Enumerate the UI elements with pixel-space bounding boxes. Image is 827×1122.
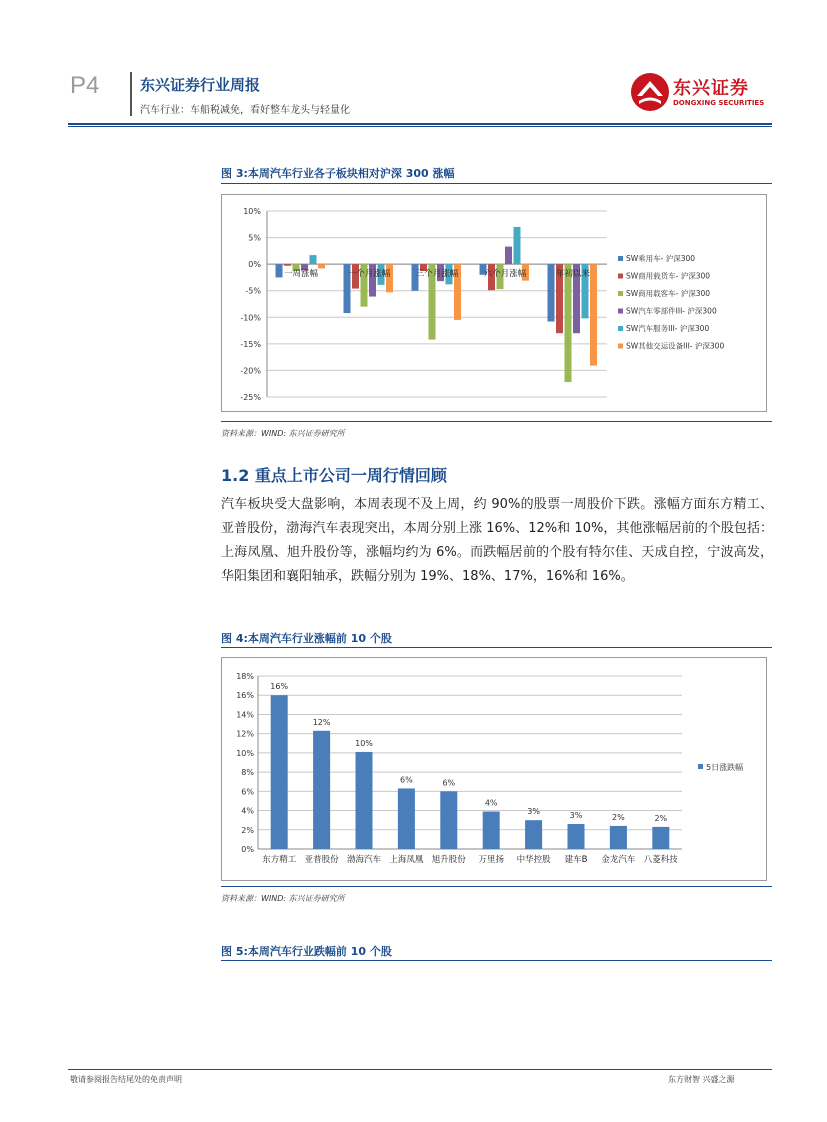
- report-subtitle: 汽车行业：车船税减免，看好整车龙头与轻量化: [140, 105, 350, 116]
- legend-label: SW商用载客车- 沪深300: [626, 289, 711, 298]
- bar: [310, 255, 317, 264]
- bar: [525, 820, 542, 849]
- figure3-svg: [222, 195, 766, 411]
- x-category-label: 亚普股份: [304, 855, 339, 865]
- figure3-rule: [221, 183, 772, 184]
- y-tick-label: -5%: [245, 286, 261, 296]
- legend-swatch: [618, 291, 623, 296]
- x-category-label: 金龙汽车: [601, 855, 636, 865]
- y-tick-label: 18%: [236, 672, 254, 681]
- x-category-label: 中华控股: [516, 855, 551, 865]
- bar: [548, 264, 555, 321]
- y-tick-label: 10%: [243, 207, 261, 216]
- header-rule-thin: [68, 126, 772, 127]
- legend-swatch: [618, 326, 623, 331]
- x-category-label: 三个月涨幅: [415, 269, 459, 280]
- bar: [318, 264, 325, 268]
- x-category-label: 一周涨幅: [283, 269, 319, 280]
- legend-swatch: [618, 344, 623, 349]
- header-divider: [130, 72, 132, 116]
- x-category-label: 旭升股份: [431, 855, 466, 865]
- logo-text-en: DONGXING SECURITIES: [673, 99, 765, 107]
- bar: [276, 264, 283, 277]
- bar: [440, 791, 457, 849]
- data-label: 10%: [355, 738, 373, 748]
- bar: [271, 695, 288, 849]
- figure4-svg: [222, 658, 766, 880]
- x-category-label: 六个月涨幅: [483, 269, 527, 280]
- figure3-chart: [221, 194, 767, 412]
- x-category-label: 上海凤凰: [389, 855, 424, 865]
- bar: [356, 752, 373, 849]
- data-label: 4%: [484, 798, 498, 808]
- legend-label: SW汽车服务III- 沪深300: [626, 324, 710, 333]
- figure5-rule: [221, 960, 772, 961]
- y-tick-label: -25%: [240, 393, 261, 402]
- section-paragraph: 汽车板块受大盘影响，本周表现不及上周，约 90%的股票一周股价下跌。涨幅方面东方精工、亚普股份，渤海汽车表现突出，本周分别上涨 16%、12%和 10%，其他涨幅居前的个股包括：上海凤凰、旭升股份等，涨幅均约为 6%。而跌幅居前的个股有特尔佳、天成自控，宁波高发，华阳集团和襄阳轴承，跌幅分别为 19%、18%、17%，16%和 16%。: [221, 497, 773, 584]
- x-category-label: 年初以来: [555, 269, 591, 280]
- figure4-title: 图 4:本周汽车行业涨幅前 10 个股: [221, 632, 392, 645]
- footer-slogan: 东方财智 兴盛之源: [668, 1075, 735, 1084]
- bar: [610, 826, 627, 849]
- page-number: P4: [70, 72, 100, 99]
- y-tick-label: -15%: [240, 339, 261, 349]
- x-category-label: 一个月涨幅: [347, 269, 391, 280]
- legend-swatch: [618, 256, 623, 261]
- logo-text-cn: 东兴证券: [673, 78, 749, 99]
- data-label: 12%: [312, 717, 331, 727]
- legend-label: SW其他交运设备III- 沪深300: [626, 341, 725, 351]
- bar: [483, 812, 500, 849]
- bar: [505, 247, 512, 265]
- y-tick-label: -10%: [240, 313, 261, 323]
- y-tick-label: 4%: [241, 806, 254, 816]
- legend-label: SW商用载货车- 沪深300: [626, 271, 711, 281]
- footer-rule: [68, 1069, 772, 1070]
- footer-disclaimer: 敬请参阅报告结尾处的免责声明: [70, 1075, 182, 1084]
- figure5-title: 图 5:本周汽车行业跌幅前 10 个股: [221, 945, 392, 958]
- y-tick-label: 0%: [241, 845, 254, 854]
- y-tick-label: 12%: [236, 729, 254, 739]
- y-tick-label: 14%: [236, 710, 254, 720]
- y-tick-label: 8%: [241, 768, 254, 778]
- bar: [313, 731, 330, 849]
- x-category-label: 渤海汽车: [346, 855, 382, 865]
- x-category-label: 八菱科技: [643, 855, 678, 865]
- y-tick-label: 6%: [241, 787, 254, 797]
- bar: [284, 264, 291, 266]
- report-title: 东兴证券行业周报: [140, 76, 261, 94]
- bar: [652, 827, 669, 849]
- data-label: 2%: [654, 813, 668, 823]
- x-category-label: 建车B: [564, 855, 588, 865]
- legend-swatch: [618, 309, 623, 314]
- header-rule: [68, 123, 772, 125]
- legend-label: SW汽车零部件III- 沪深300: [626, 306, 717, 316]
- data-label: 3%: [527, 807, 540, 817]
- data-label: 6%: [400, 775, 413, 785]
- figure3-bottom-rule: [221, 421, 772, 422]
- y-tick-label: 16%: [236, 691, 254, 701]
- x-category-label: 万里扬: [478, 855, 504, 865]
- legend-label: 5日涨跌幅: [706, 763, 744, 772]
- legend-swatch: [618, 274, 623, 279]
- figure4-rule: [221, 647, 772, 648]
- y-tick-label: 2%: [241, 825, 254, 835]
- figure4-source: 资料来源：WIND: 东兴证券研究所: [221, 894, 345, 903]
- data-label: 16%: [270, 682, 289, 692]
- figure4-bottom-rule: [221, 886, 772, 887]
- bar: [568, 824, 585, 849]
- legend-label: SW乘用车- 沪深300: [626, 254, 696, 263]
- data-label: 3%: [569, 811, 583, 821]
- y-tick-label: -20%: [240, 366, 261, 376]
- figure3-title: 图 3:本周汽车行业各子板块相对沪深 300 涨幅: [221, 167, 455, 180]
- y-tick-label: 0%: [248, 260, 261, 270]
- bar: [590, 264, 597, 366]
- figure4-chart: [221, 657, 767, 881]
- bar: [565, 264, 572, 382]
- figure3-source: 资料来源：WIND: 东兴证券研究所: [221, 429, 345, 438]
- y-tick-label: 5%: [248, 233, 261, 243]
- section-title: 1.2 重点上市公司一周行情回顾: [221, 466, 447, 485]
- data-label: 2%: [612, 812, 625, 822]
- legend-swatch: [698, 764, 703, 769]
- bar: [398, 788, 415, 849]
- x-category-label: 东方精工: [262, 855, 297, 865]
- y-tick-label: 10%: [236, 748, 254, 758]
- data-label: 6%: [442, 778, 456, 788]
- bar: [514, 227, 521, 264]
